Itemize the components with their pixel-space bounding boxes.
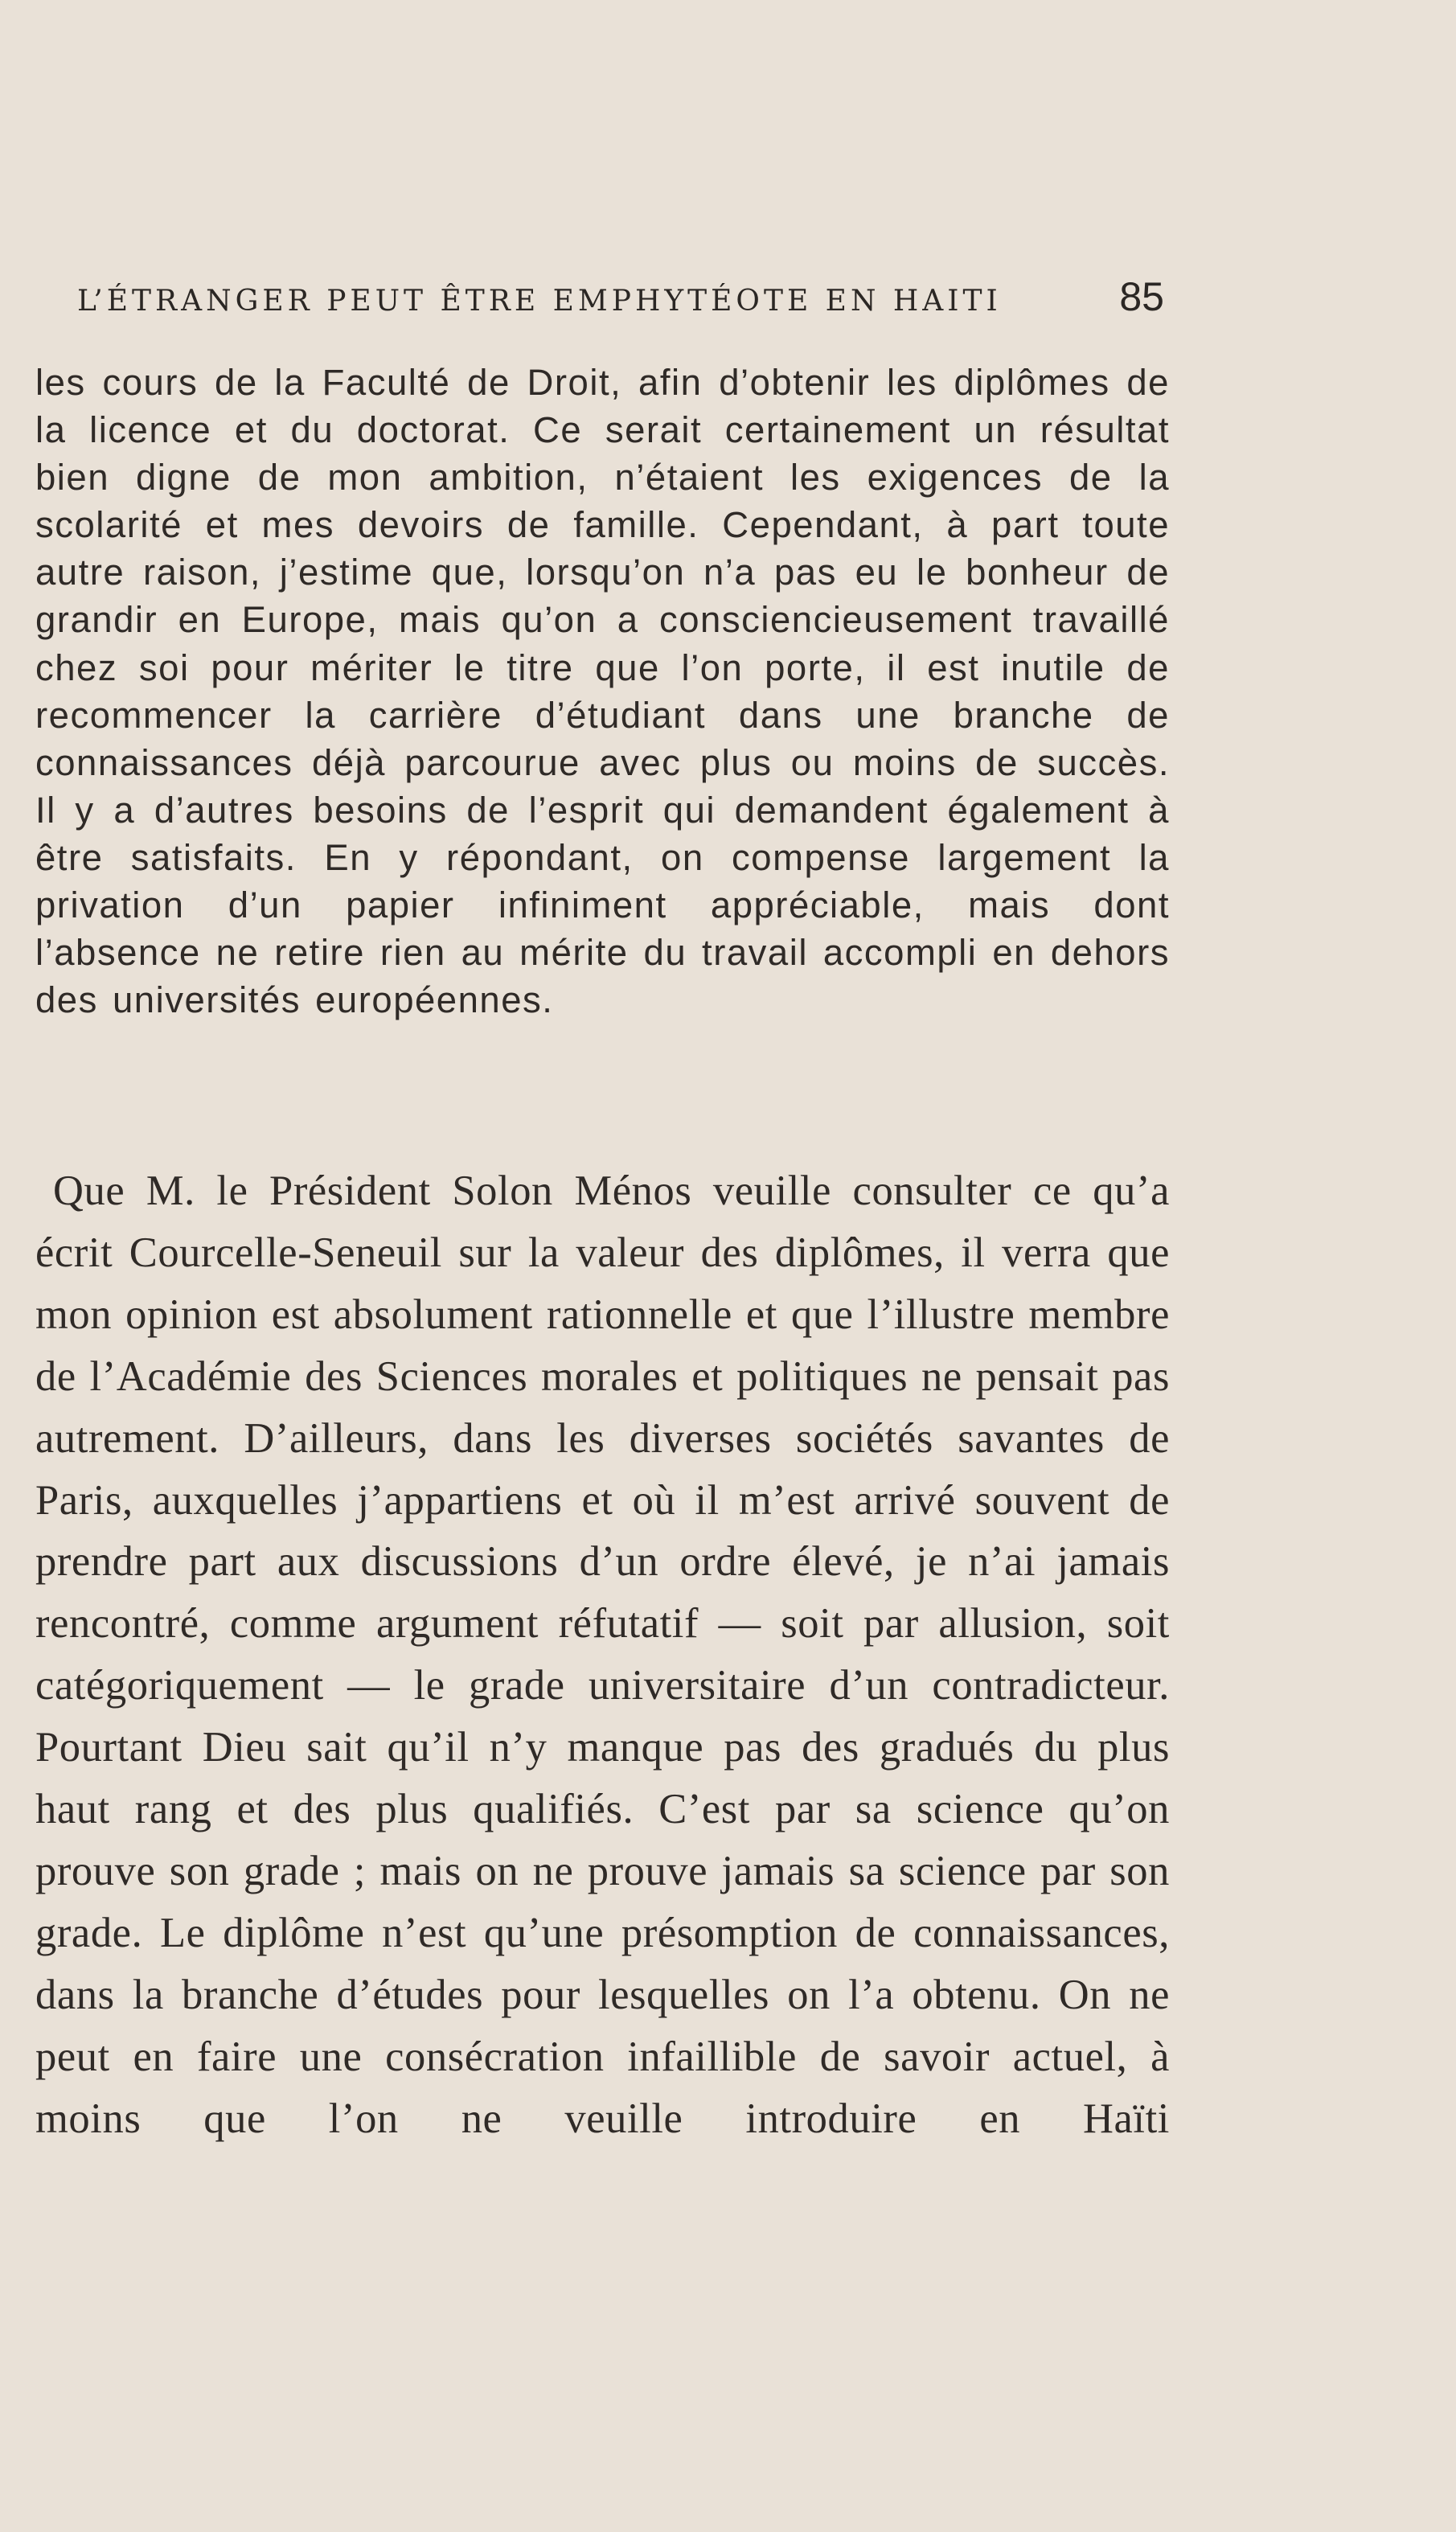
quoted-block (35, 359, 1170, 1024)
body-text (35, 1160, 1170, 2150)
running-title: L’ÉTRANGER PEUT ÊTRE EMPHYTÉOTE EN HAITI (77, 285, 1002, 318)
main-paragraph: Que M. le Président Solon Ménos veuille consulter ce qu’a écrit Courcelle-Seneuil sur la valeur des diplômes, il verra que mon opinion est absolument rationnelle et que l’illustre membre de l’Académie des Sciences morales et politiques ne pensait pas autrement. D’ailleurs, dans les diverses sociétés savantes de Paris, auxquelles j’appartiens et où il m’est arrivé souvent de prendre part aux discussions d’un ordre élevé, je n’ai jamais rencontré, comme argument réfutatif — soit par allusion, soit catégoriquement — le grade universitaire d’un contradicteur. Pourtant Dieu sait qu’il n’y manque pas des gradués du plus haut rang et des plus qualifiés. C’est par sa science qu’on prouve son grade ; mais on ne prouve jamais sa science par son grade. Le diplôme n’est qu’une présomption de connaissances, dans la branche d’études pour lesquelles on l’a obtenu. On ne peut en faire une consécration infaillible de savoir actuel, à moins que l’on ne veuille introduire en Haïti (35, 1168, 1170, 2142)
page-header (77, 273, 1164, 322)
continued-paragraph: les cours de la Faculté de Droit, afin d’obtenir les diplômes de la licence et du doctorat. Ce serait certainement un résultat bien digne de mon ambition, n’étaient les exigences de la scolarité et mes devoirs de famille. Cependant, à part toute autre raison, j’estime que, lorsqu’on n’a pas eu le bonheur de grandir en Europe, mais qu’on a consciencieusement travaillé chez soi pour mériter le titre que l’on porte, il est inutile de recommencer la carrière d’étudiant dans une branche de connaissances déjà parcourue avec plus ou moins de succès. Il y a d’autres besoins de l’esprit qui demandent également à être satisfaits. En y répondant, on compense largement la privation d’un papier infiniment appréciable, mais dont l’absence ne retire rien au mérite du travail accompli en dehors des universités européennes. (35, 362, 1170, 1021)
page-number: 85 (1119, 274, 1164, 319)
